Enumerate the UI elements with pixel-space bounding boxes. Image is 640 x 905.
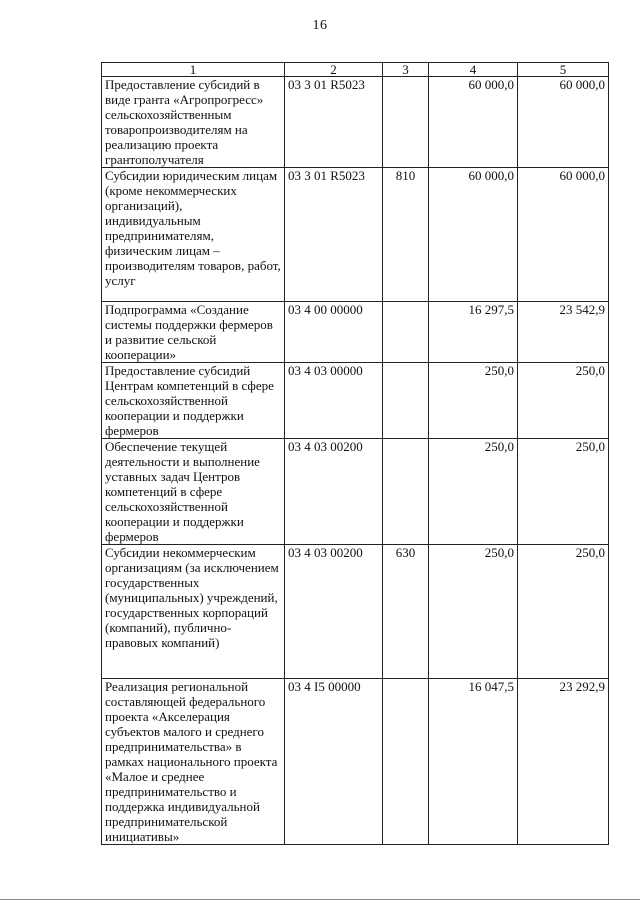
row-name: Субсидии юридическим лицам (кроме некоммерческих организаций), индивидуальным предпринимателям, физическим лицам – производителям товаров, работ, услуг bbox=[102, 168, 285, 302]
row-amount-col4: 250,0 bbox=[429, 439, 518, 545]
row-type: 810 bbox=[383, 168, 429, 302]
row-amount-col5: 250,0 bbox=[518, 363, 609, 439]
page-bottom-edge bbox=[0, 899, 640, 900]
row-amount-col4: 250,0 bbox=[429, 545, 518, 679]
row-amount-col5: 250,0 bbox=[518, 545, 609, 679]
row-name: Предоставление субсидий в виде гранта «Агропрогресс» сельскохозяйственным товаропроизводителям на реализацию проекта грантополучателя bbox=[102, 77, 285, 168]
row-name: Обеспечение текущей деятельности и выполнение уставных задач Центров компетенций в сфере сельскохозяйственной кооперации и поддержки фермеров bbox=[102, 439, 285, 545]
page-number: 16 bbox=[312, 18, 328, 33]
header-col-5: 5 bbox=[518, 63, 609, 77]
row-amount-col5: 60 000,0 bbox=[518, 77, 609, 168]
table-row bbox=[102, 679, 609, 845]
row-type bbox=[383, 679, 429, 845]
row-name: Подпрограмма «Создание системы поддержки фермеров и развитие сельской кооперации» bbox=[102, 302, 285, 363]
row-code: 03 4 03 00000 bbox=[285, 363, 383, 439]
header-col-3: 3 bbox=[383, 63, 429, 77]
header-col-1: 1 bbox=[102, 63, 285, 77]
row-type: 630 bbox=[383, 545, 429, 679]
table-row bbox=[102, 439, 609, 545]
row-type bbox=[383, 363, 429, 439]
row-type bbox=[383, 302, 429, 363]
row-code: 03 4 03 00200 bbox=[285, 545, 383, 679]
table-row bbox=[102, 77, 609, 168]
row-amount-col4: 250,0 bbox=[429, 363, 518, 439]
header-col-4: 4 bbox=[429, 63, 518, 77]
row-code: 03 3 01 R5023 bbox=[285, 168, 383, 302]
table-row bbox=[102, 168, 609, 302]
row-code: 03 4 I5 00000 bbox=[285, 679, 383, 845]
row-amount-col4: 60 000,0 bbox=[429, 77, 518, 168]
row-amount-col5: 250,0 bbox=[518, 439, 609, 545]
row-amount-col4: 16 297,5 bbox=[429, 302, 518, 363]
row-amount-col5: 60 000,0 bbox=[518, 168, 609, 302]
row-code: 03 3 01 R5023 bbox=[285, 77, 383, 168]
row-name: Реализация региональной составляющей федерального проекта «Акселерация субъектов малого и среднего предпринимательства» в рамках национального проекта «Малое и среднее предпринимательство и поддержка индивидуальной предпринимательской инициативы» bbox=[102, 679, 285, 845]
row-name: Субсидии некоммерческим организациям (за исключением государственных (муниципальных) учреждений, государственных корпораций (компаний), публично-правовых компаний) bbox=[102, 545, 285, 679]
table-row bbox=[102, 545, 609, 679]
row-amount-col4: 16 047,5 bbox=[429, 679, 518, 845]
table-row bbox=[102, 363, 609, 439]
header-col-2: 2 bbox=[285, 63, 383, 77]
row-name: Предоставление субсидий Центрам компетенций в сфере сельскохозяйственной кооперации и поддержки фермеров bbox=[102, 363, 285, 439]
row-code: 03 4 00 00000 bbox=[285, 302, 383, 363]
row-type bbox=[383, 439, 429, 545]
budget-table bbox=[101, 62, 609, 845]
row-code: 03 4 03 00200 bbox=[285, 439, 383, 545]
header-row bbox=[102, 63, 609, 77]
row-amount-col4: 60 000,0 bbox=[429, 168, 518, 302]
table-row bbox=[102, 302, 609, 363]
row-amount-col5: 23 542,9 bbox=[518, 302, 609, 363]
row-amount-col5: 23 292,9 bbox=[518, 679, 609, 845]
row-type bbox=[383, 77, 429, 168]
